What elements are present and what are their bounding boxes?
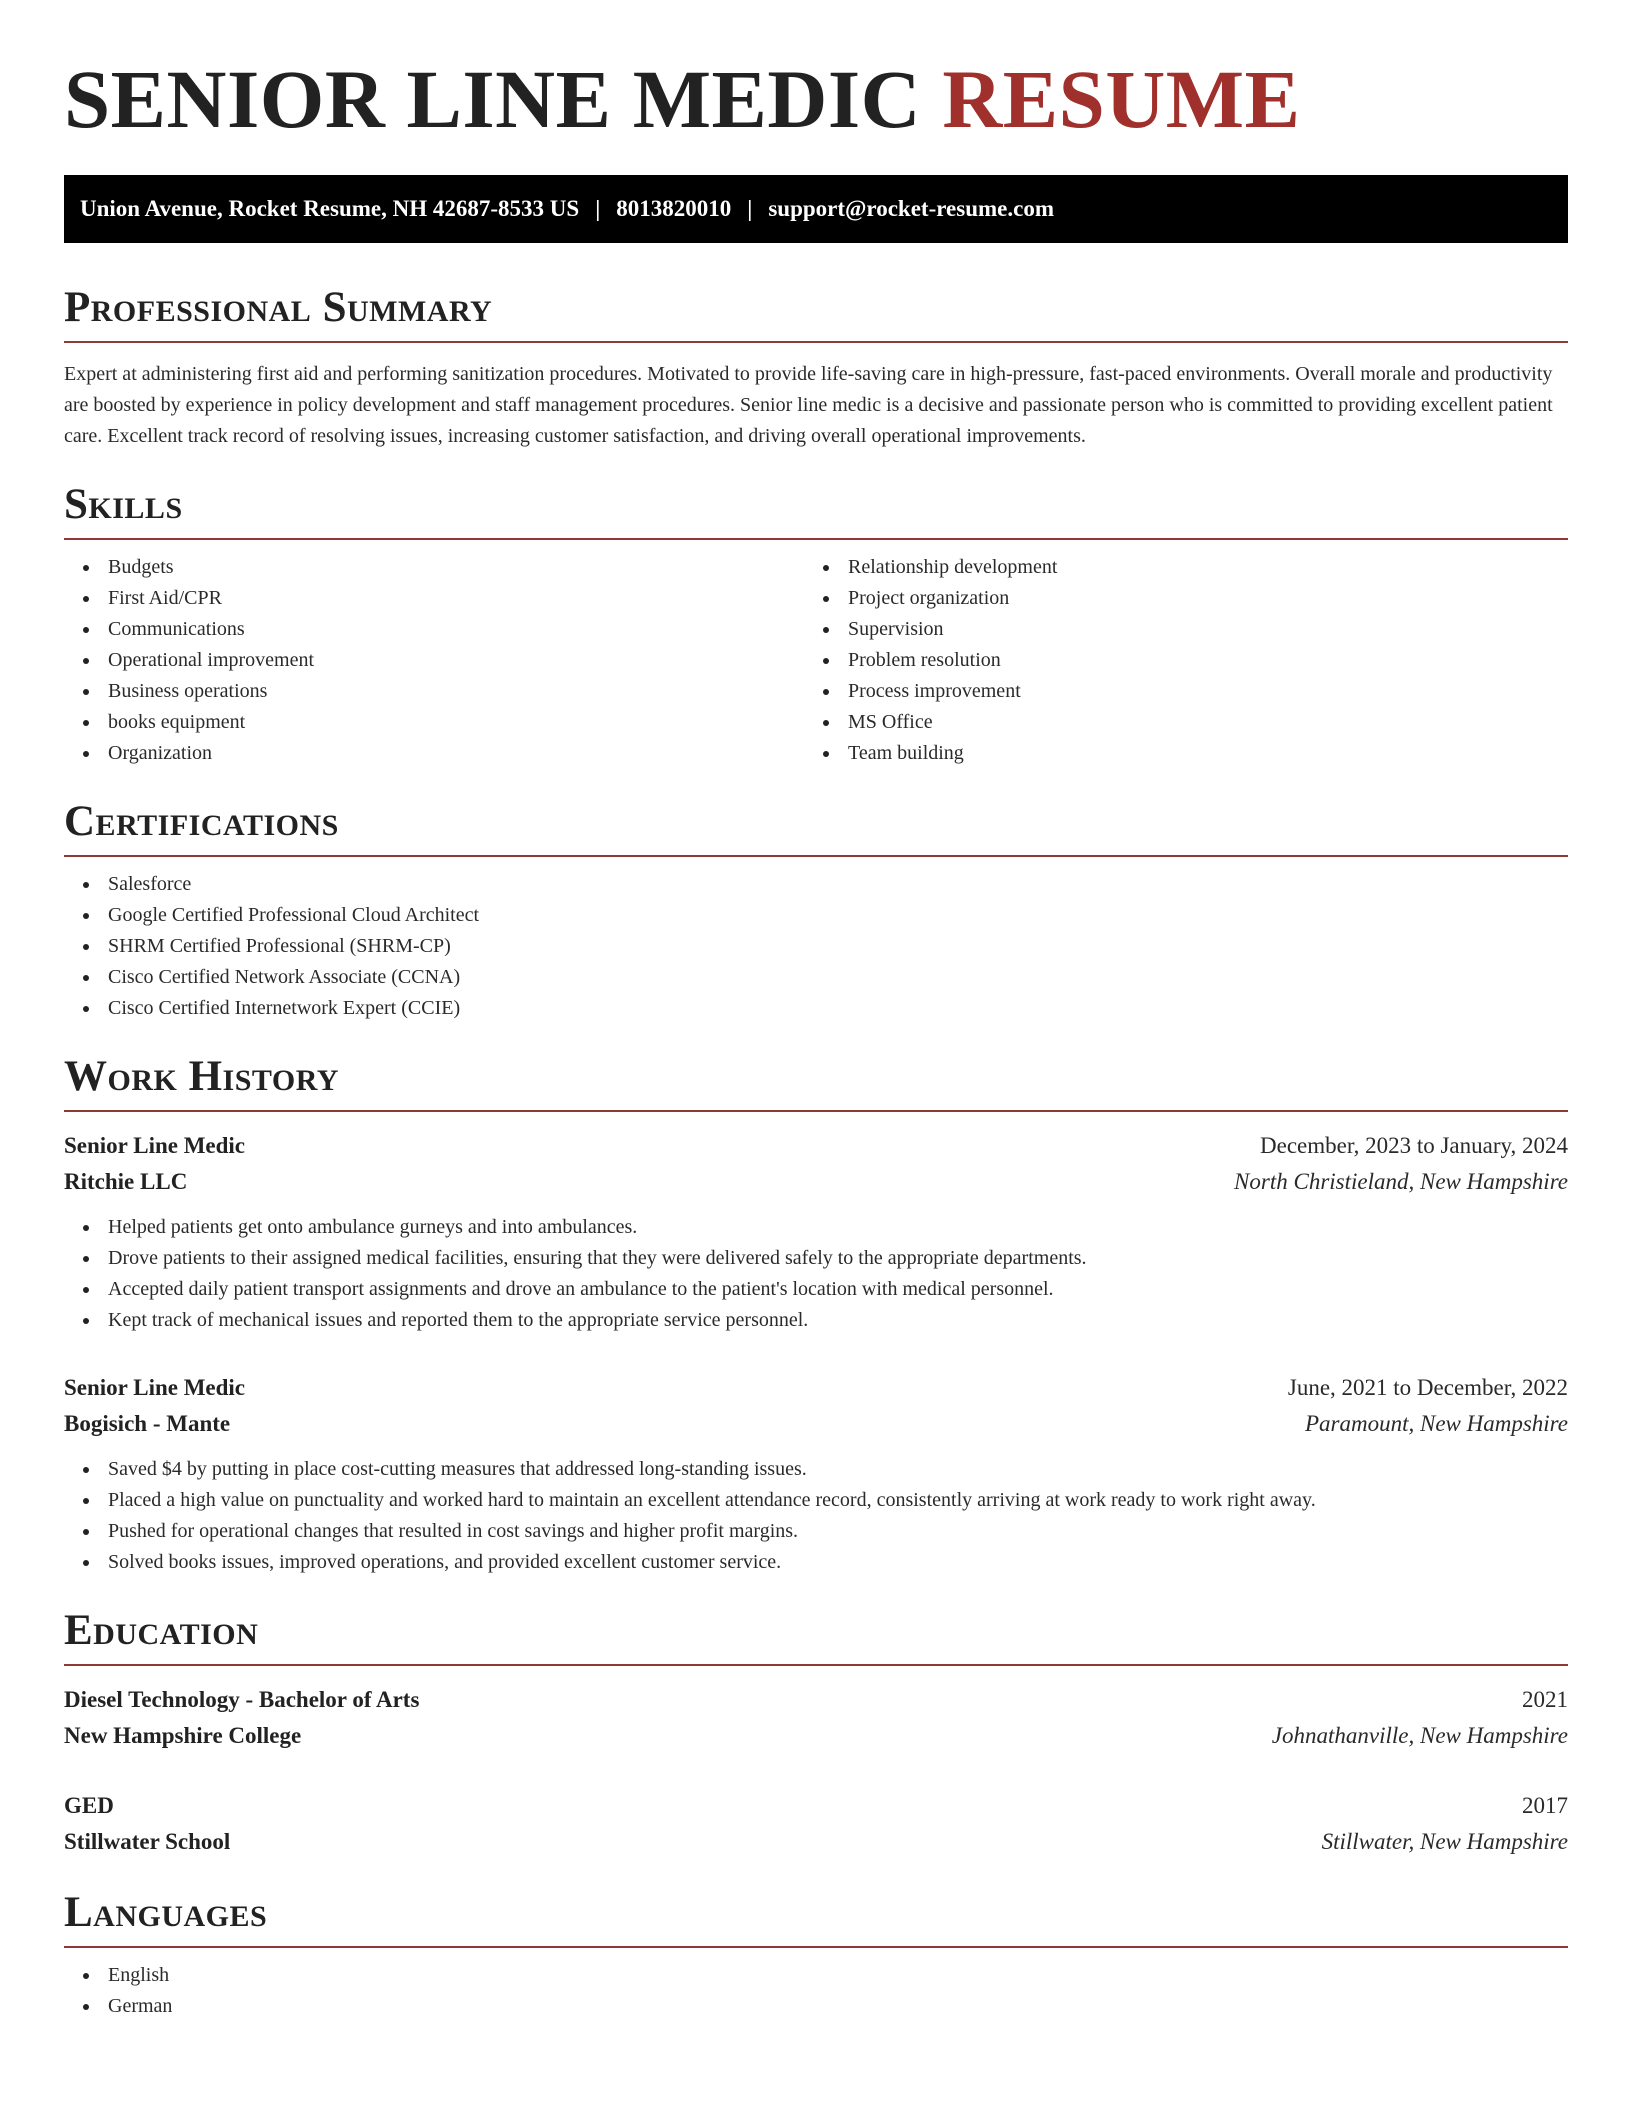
contact-bar — [64, 175, 1568, 243]
skill-item: Project organization — [804, 583, 1544, 614]
school-location: Stillwater, New Hampshire — [1321, 1829, 1568, 1854]
skill-item: First Aid/CPR — [64, 583, 804, 614]
degree: Diesel Technology - Bachelor of Arts — [64, 1687, 420, 1712]
job-location: Paramount, New Hampshire — [1304, 1411, 1568, 1436]
contact-phone: 8013820010 — [616, 196, 732, 221]
title-main: SENIOR LINE MEDIC — [64, 53, 922, 145]
education-entry-row — [64, 1824, 1568, 1860]
certifications-list — [64, 869, 1568, 1024]
title-accent: RESUME — [942, 53, 1301, 145]
certification-item: Cisco Certified Internetwork Expert (CCIE) — [64, 993, 1568, 1024]
section-title-summary: Professional Summary — [64, 286, 1568, 343]
language-item: English — [64, 1960, 1568, 1991]
graduation-year: 2017 — [1522, 1793, 1568, 1818]
skill-item: Budgets — [64, 552, 804, 583]
job-duty: Solved books issues, improved operations, and provided excellent customer service. — [64, 1547, 1568, 1578]
skill-item: Team building — [804, 738, 1544, 769]
job-duty: Drove patients to their assigned medical facilities, ensuring that they were delivered safely to the appropriate departments. — [64, 1243, 1568, 1274]
job-duties-list — [64, 1454, 1568, 1578]
job-dates: June, 2021 to December, 2022 — [1287, 1375, 1568, 1400]
skill-item: MS Office — [804, 707, 1544, 738]
school-name: Stillwater School — [64, 1829, 231, 1854]
education-entry-row — [64, 1788, 1568, 1824]
job-location: North Christieland, New Hampshire — [1234, 1169, 1568, 1194]
summary-text: Expert at administering first aid and performing sanitization procedures. Motivated to provide life-saving care in high-pressure, fast-paced environments. Overall morale and productivity are boosted by experience in policy development and staff management procedures. Senior line medic is a decisive and passionate person who is committed to providing excellent patient care. Excellent track record of resolving issues, increasing customer satisfaction, and driving overall operational improvements. — [64, 363, 1553, 447]
work-entry-row — [64, 1128, 1568, 1164]
section-title-languages: Languages — [64, 1891, 1568, 1948]
job-title: Senior Line Medic — [64, 1133, 246, 1158]
education-entry — [64, 1682, 1568, 1754]
certification-item: Salesforce — [64, 869, 1568, 900]
work-entry-row — [64, 1164, 1568, 1200]
school-name: New Hampshire College — [64, 1723, 302, 1748]
section-title-skills: Skills — [64, 483, 1568, 540]
skill-item: Relationship development — [804, 552, 1544, 583]
skills-list-right — [804, 552, 1544, 769]
contact-email: support@rocket-resume.com — [768, 196, 1054, 221]
skill-item: books equipment — [64, 707, 804, 738]
job-duty: Accepted daily patient transport assignments and drove an ambulance to the patient's location with medical personnel. — [64, 1274, 1568, 1305]
skill-item: Organization — [64, 738, 804, 769]
education-entry-row — [64, 1718, 1568, 1754]
skills-grid — [64, 540, 1568, 769]
work-entry-row — [64, 1406, 1568, 1442]
certification-item: Google Certified Professional Cloud Architect — [64, 900, 1568, 931]
contact-separator: | — [747, 196, 753, 221]
resume-title — [64, 53, 1568, 145]
section-title-certifications: Certifications — [64, 800, 1568, 857]
section-title-work-history: Work History — [64, 1055, 1568, 1112]
section-title-education: Education — [64, 1609, 1568, 1666]
work-entry — [64, 1370, 1568, 1578]
job-duty: Saved $4 by putting in place cost-cutting measures that addressed long-standing issues. — [64, 1454, 1568, 1485]
skills-list-left — [64, 552, 804, 769]
job-duties-list — [64, 1212, 1568, 1336]
contact-address: Union Avenue, Rocket Resume, NH 42687-8533 US — [80, 196, 580, 221]
education-entry — [64, 1788, 1568, 1860]
work-entry — [64, 1128, 1568, 1336]
job-dates: December, 2023 to January, 2024 — [1260, 1133, 1568, 1158]
education-entry-row — [64, 1682, 1568, 1718]
degree: GED — [64, 1793, 114, 1818]
school-location: Johnathanville, New Hampshire — [1271, 1723, 1568, 1748]
skill-item: Communications — [64, 614, 804, 645]
company-name: Bogisich - Mante — [64, 1411, 231, 1436]
certification-item: Cisco Certified Network Associate (CCNA) — [64, 962, 1568, 993]
company-name: Ritchie LLC — [64, 1169, 188, 1194]
job-duty: Kept track of mechanical issues and reported them to the appropriate service personnel. — [64, 1305, 1568, 1336]
certification-item: SHRM Certified Professional (SHRM-CP) — [64, 931, 1568, 962]
skill-item: Problem resolution — [804, 645, 1544, 676]
skill-item: Process improvement — [804, 676, 1544, 707]
skill-item: Operational improvement — [64, 645, 804, 676]
job-duty: Helped patients get onto ambulance gurneys and into ambulances. — [64, 1212, 1568, 1243]
language-item: German — [64, 1991, 1568, 2022]
skill-item: Business operations — [64, 676, 804, 707]
languages-list — [64, 1960, 1568, 2022]
job-duty: Placed a high value on punctuality and worked hard to maintain an excellent attendance record, consistently arriving at work ready to work right away. — [64, 1485, 1568, 1516]
work-entry-row — [64, 1370, 1568, 1406]
job-duty: Pushed for operational changes that resulted in cost savings and higher profit margins. — [64, 1516, 1568, 1547]
job-title: Senior Line Medic — [64, 1375, 246, 1400]
graduation-year: 2021 — [1522, 1687, 1568, 1712]
contact-separator: | — [595, 196, 601, 221]
skill-item: Supervision — [804, 614, 1544, 645]
